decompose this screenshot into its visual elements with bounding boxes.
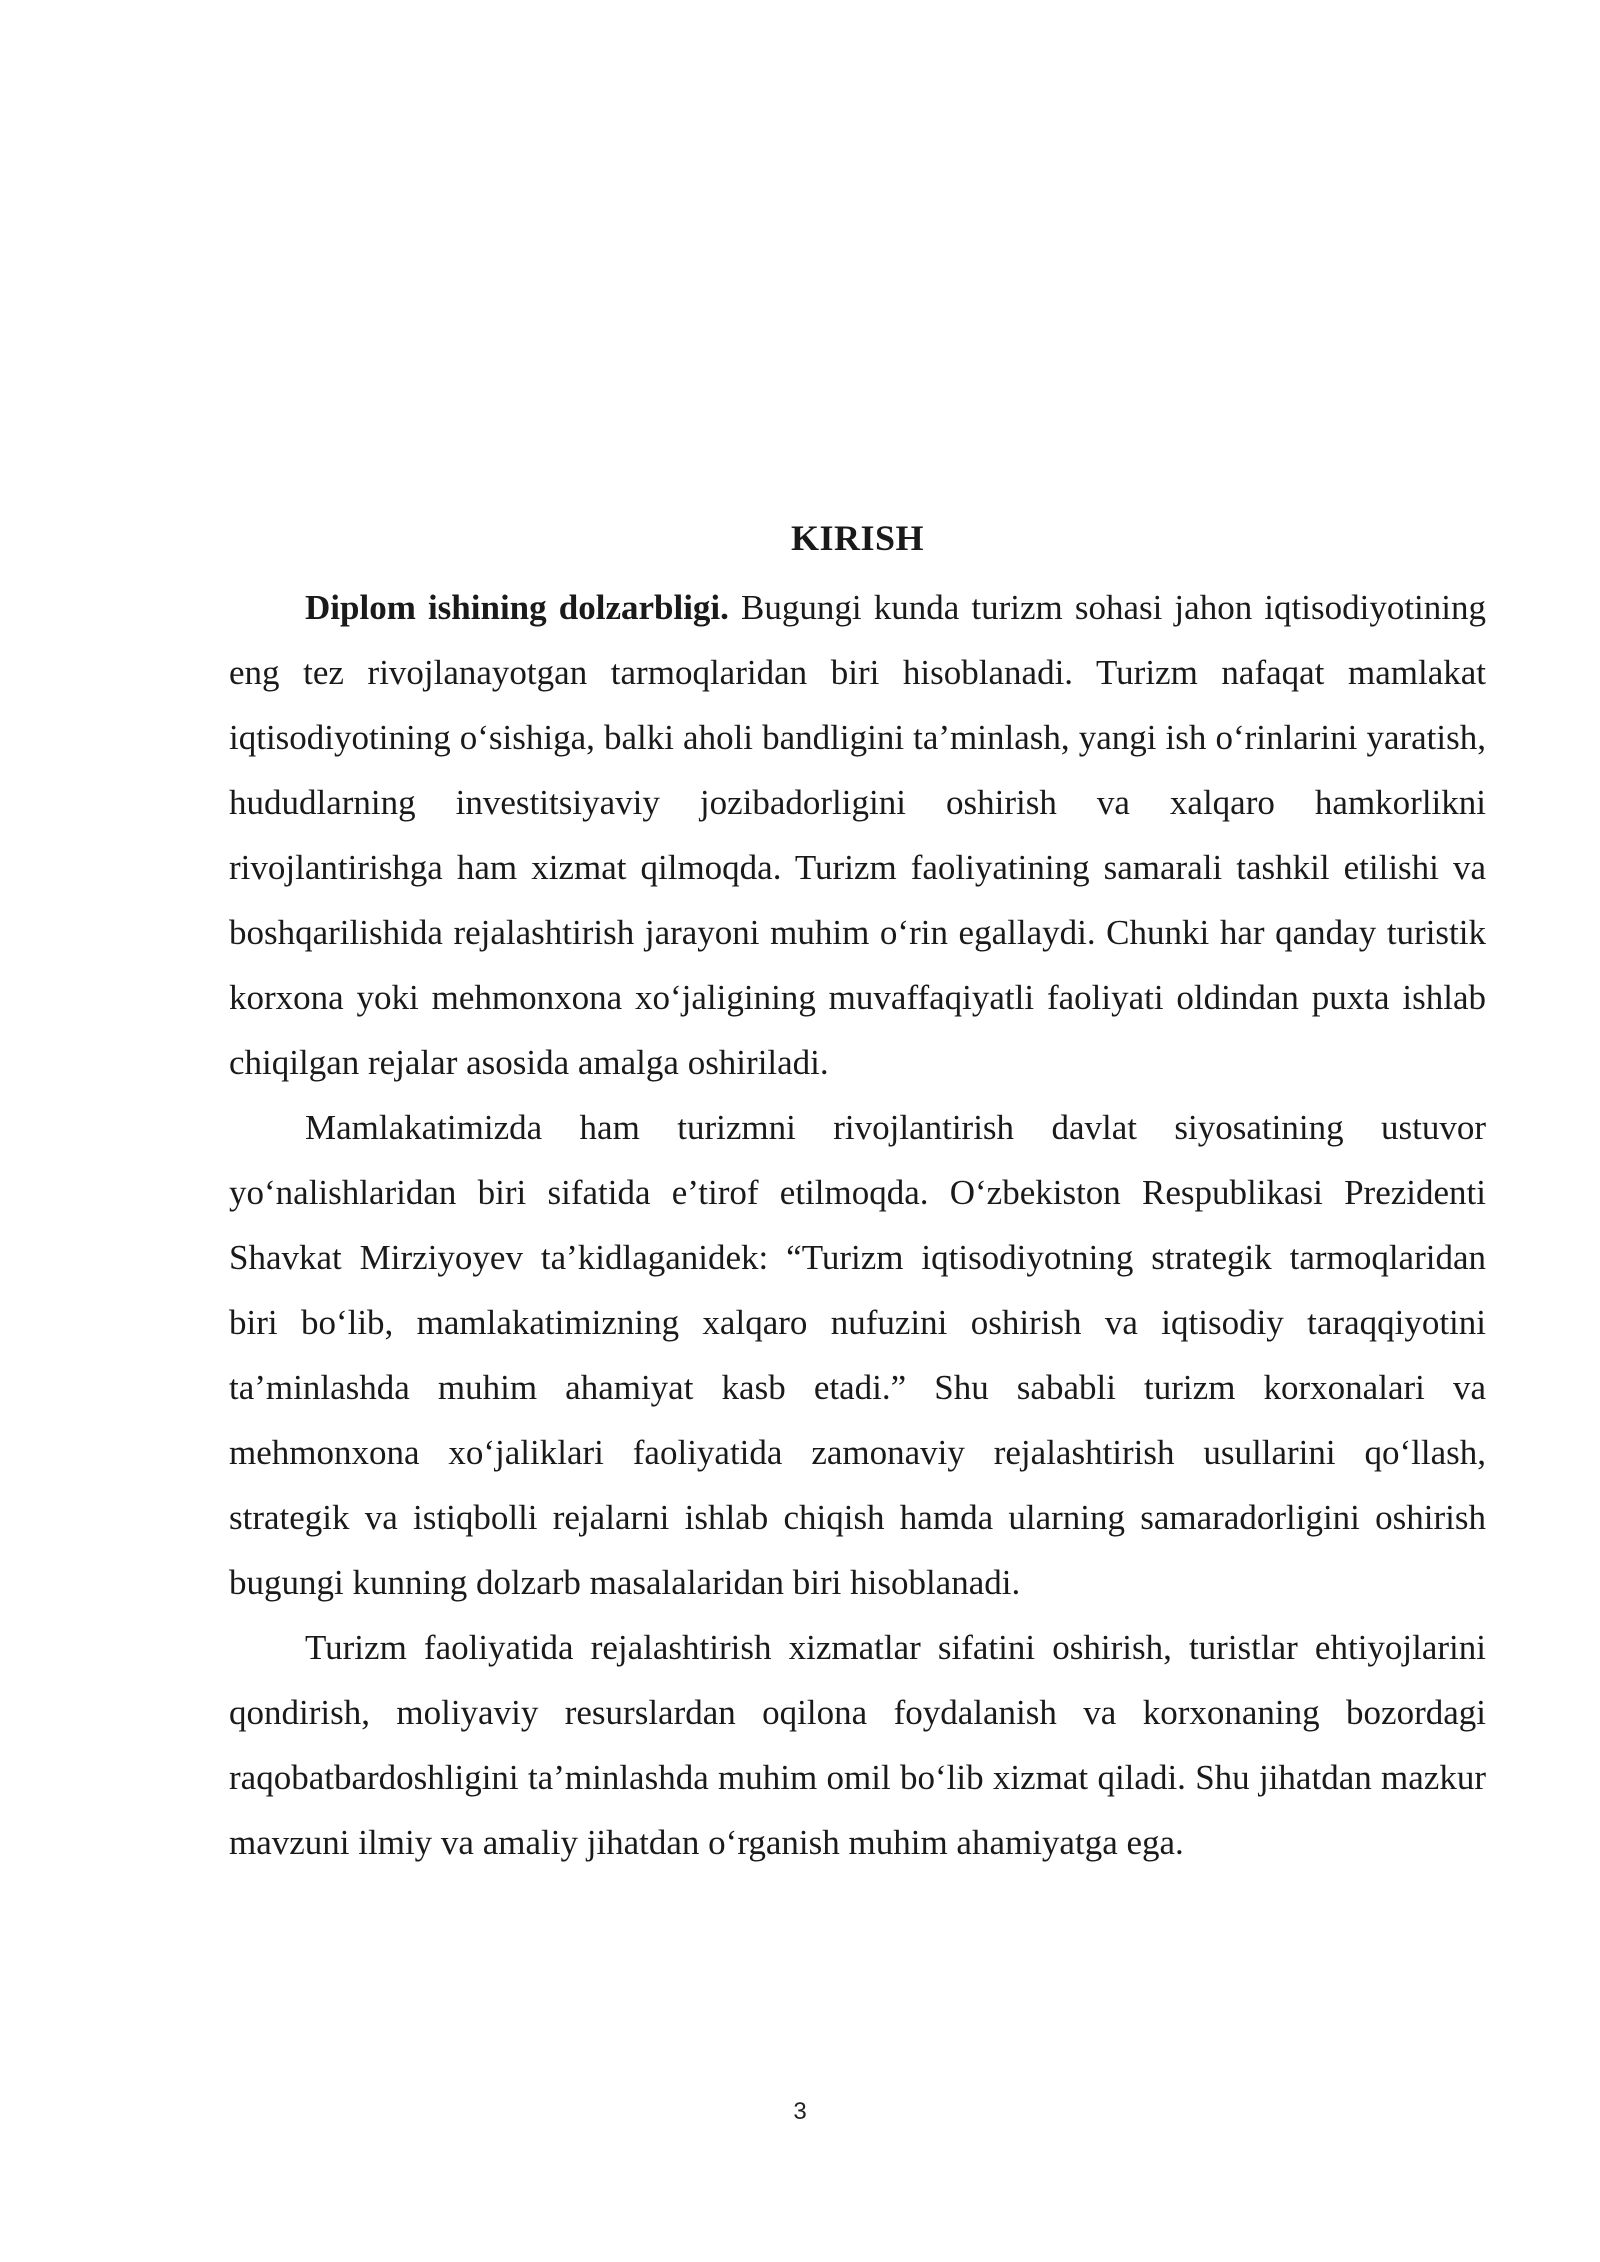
page-number: 3 [793,2098,807,2125]
paragraph-state-policy [229,1095,1486,1615]
paragraph-text: Bugungi kunda turizm sohasi jahon iqtisodiyotining eng tez rivojlanayotgan tarmoqlaridan biri hisoblanadi. Turizm nafaqat mamlakat iqtisodiyotining o‘sishiga, balki aholi bandligini ta’minlash, yangi ish o‘rinlarini yaratish, hududlarning investitsiyaviy jozibadorligini oshirish va xalqaro hamkorlikni rivojlantirishga ham xizmat qilmoqda. Turizm faoliyatining samarali tashkil etilishi va boshqarilishida rejalashtirish jarayoni muhim o‘rin egallaydi. Chunki har qanday turistik korxona yoki mehmonxona xo‘jaligining muvaffaqiyatli faoliyati oldindan puxta ishlab chiqilgan rejalar asosida amalga oshiriladi. [229,588,1486,1082]
paragraph-text: Mamlakatimizda ham turizmni rivojlantirish davlat siyosatining ustuvor yo‘nalishlaridan biri sifatida e’tirof etilmoqda. O‘zbekiston Respublikasi Prezidenti Shavkat Mirziyoyev ta’kidlaganidek: “Turizm iqtisodiyotning strategik tarmoqlaridan biri bo‘lib, mamlakatimizning xalqaro nufuzini oshirish va iqtisodiy taraqqiyotini ta’minlashda muhim ahamiyat kasb etadi.” Shu sababli turizm korxonalari va mehmonxona xo‘jaliklari faoliyatida zamonaviy rejalashtirish usullarini qo‘llash, strategik va istiqbolli rejalarni ishlab chiqish hamda ularning samaradorligini oshirish bugungi kunning dolzarb masalalaridan biri hisoblanadi. [229,1108,1486,1602]
paragraph-lead-title: Diplom ishining dolzarbligi. [305,588,729,627]
paragraph-relevance [229,575,1486,1095]
paragraph-text: Turizm faoliyatida rejalashtirish xizmatlar sifatini oshirish, turistlar ehtiyojlarini qondirish, moliyaviy resurslardan oqilona foydalanish va korxonaning bozordagi raqobatbardoshligini ta’minlashda muhim omil bo‘lib xizmat qiladi. Shu jihatdan mazkur mavzuni ilmiy va amaliy jihatdan o‘rganish muhim ahamiyatga ega. [229,1628,1486,1862]
paragraph-planning-importance [229,1615,1486,1875]
page-body [229,511,1486,1875]
section-heading: KIRISH [790,518,925,558]
